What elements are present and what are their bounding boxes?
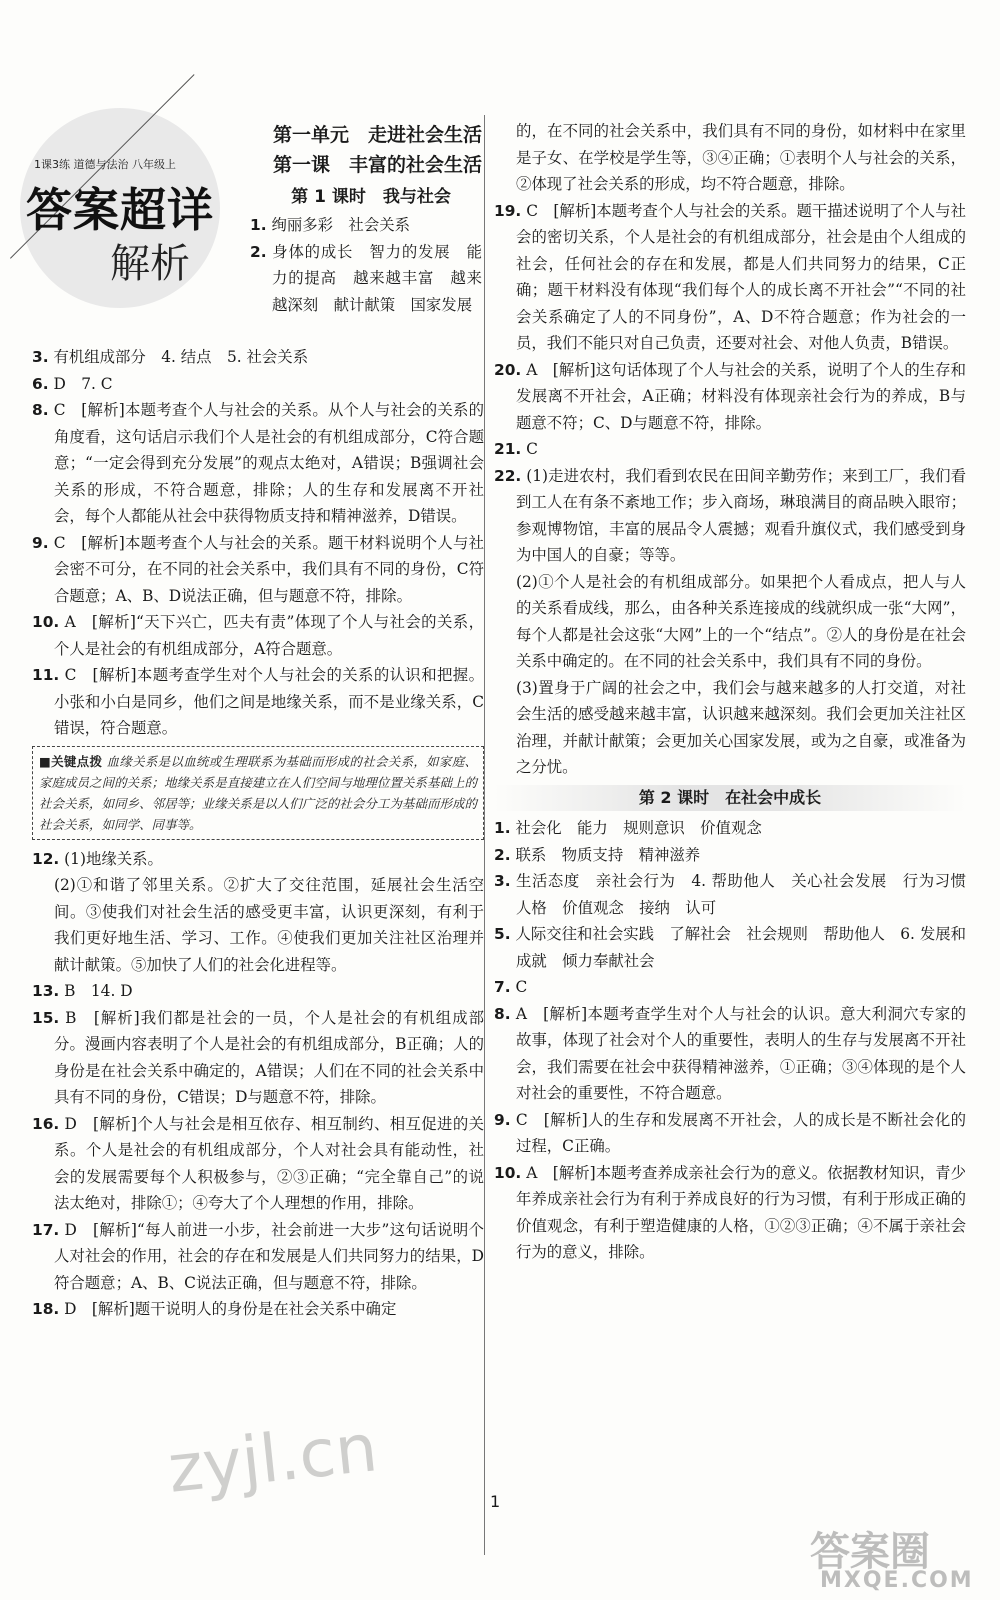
- watermark-left: zyjl.cn: [164, 1409, 381, 1508]
- page-number: 1: [490, 1492, 501, 1511]
- left-top-answers: [250, 212, 482, 318]
- answer-item: 5. 人际交往和社会实践 了解社会 社会规则 帮助他人 6. 发展和成就 倾力奉献社会: [494, 925, 966, 970]
- answer-item: 15. B [解析]我们都是社会的一员，个人是社会的有机组成部分。漫画内容表明了个人是社会的有机组成部分，B正确；人的身份是在社会关系中确定的，A错误；人们在不同的社会关系中具有不同的身份，C错误；D与题意不符，排除。: [32, 1008, 484, 1106]
- answer-item: 10. A [解析]“天下兴亡，匹夫有责”体现了个人与社会的关系，个人是社会的有机组成部分，A符合题意。: [32, 613, 484, 658]
- answer-item: 6. D 7. C: [32, 374, 113, 393]
- key-tip-box: [32, 746, 484, 840]
- answer-item: 2. 身体的成长 智力的发展 能力的提高 越来越丰富 越来越深刻 献计献策 国家发展: [250, 242, 482, 314]
- answer-item: 16. D [解析]个人与社会是相互依存、相互制约、相互促进的关系。个人是社会的有机组成部分，个人对社会具有能动性，社会的发展需要每个人积极参与，②③正确；“完全靠自己”的说法太绝对，排除①；④夸大了个人理想的作用，排除。: [32, 1114, 484, 1212]
- answer-item: 10. A [解析]本题考查养成亲社会行为的意义。依据教材知识，青少年养成亲社会行为有利于养成良好的行为习惯，有利于形成正确的价值观念，有利于塑造健康的人格，①②③正确；④不属于亲社会行为的意义，排除。: [494, 1163, 966, 1261]
- right-column: [494, 118, 982, 1266]
- logo-subtitle: 1课3练 道德与法治 八年级上: [34, 158, 176, 171]
- key-tip-text: 血缘关系是以血统或生理联系为基础而形成的社会关系，如家庭、家庭成员之间的关系；地缘关系是直接建立在人们空间与地理位置关系基础上的社会关系，如同乡、邻居等；业缘关系是以人们广泛的社会分工为基础而形成的社会关系，如同学、同事等。: [39, 753, 477, 832]
- lesson-title: 第一课 丰富的社会生活: [272, 154, 482, 176]
- column-divider: [484, 115, 485, 1555]
- answer-item: 9. C [解析]人的生存和发展离不开社会，人的成长是不断社会化的过程，C正确。: [494, 1110, 966, 1155]
- logo-sub-text: 解析: [110, 241, 190, 287]
- answer-item: (2)①和谐了邻里关系。②扩大了交往范围，延展社会生活空间。③使我们对社会生活的感受更丰富，认识更深刻，有利于我们更好地生活、学习、工作。④使我们更加关注社区治理并献计献策。⑤加快了人们的社会化进程等。: [54, 876, 484, 974]
- answer-item: 2. 联系 物质支持 精神滋养: [494, 845, 701, 864]
- unit-title: 第一单元 走进社会生活: [272, 124, 482, 146]
- answer-item: 21. C: [494, 440, 538, 458]
- answer-item: 3. 有机组成部分 4. 结点 5. 社会关系: [32, 348, 309, 366]
- logo-main-text: 答案超详: [26, 183, 214, 237]
- answer-item: 9. C [解析]本题考查个人与社会的关系。题干材料说明个人与社会密不可分，在不同的社会关系中，我们具有不同的身份，C符合题意；A、B、D说法正确，但与题意不符，排除。: [32, 533, 484, 605]
- answer-item: 的，在不同的社会关系中，我们具有不同的身份，如材料中在家里是子女、在学校是学生等，③④正确；①表明个人与社会的关系，②体现了社会关系的形成，均不符合题意，排除。: [516, 122, 966, 193]
- period-2-title: 第 2 课时 在社会中成长: [494, 785, 966, 812]
- answer-item: 1. 社会化 能力 规则意识 价值观念: [494, 819, 762, 837]
- answer-item: 3. 生活态度 亲社会行为 4. 帮助他人 关心社会发展 行为习惯 人格 价值观念 接纳 认可: [494, 872, 982, 917]
- answer-item: (2)①个人是社会的有机组成部分。如果把个人看成点，把人与人的关系看成线，那么，由各种关系连接成的线就织成一张“大网”，每个人都是社会这张“大网”上的一个“结点”。②人的身份是在社会关系中确定的。在不同的社会关系中，我们具有不同的身份。: [516, 572, 966, 670]
- answer-item: 18. D [解析]题干说明人的身份是在社会关系中确定: [32, 1300, 397, 1318]
- answer-item: 19. C [解析]本题考查个人与社会的关系。题干描述说明了个人与社会的密切关系，个人是社会的有机组成部分，社会是由个人组成的社会，任何社会的存在和发展，都是人们共同努力的结果，C正确；题干材料没有体现“我们每个人的成长离不开社会”“不同的社会关系确定了人的不同身份”，A、D不符合题意；作为社会的一员，我们不能只对自己负责，还要对社会、对他人负责，B错误。: [494, 201, 966, 352]
- answer-item: 11. C [解析]本题考查学生对个人与社会的关系的认识和把握。小张和小白是同乡，他们之间是地缘关系，而不是业缘关系，C错误，符合题意。: [32, 666, 484, 737]
- book-logo: [20, 108, 230, 318]
- left-column: [32, 344, 484, 1323]
- key-tip-title: ■关键点拨: [39, 753, 103, 769]
- answer-item: 7. C: [494, 978, 528, 996]
- answer-item: 20. A [解析]这句话体现了个人与社会的关系，说明了个人的生存和发展离不开社会，A正确；材料没有体现亲社会行为的养成，B与题意不符；C、D与题意不符，排除。: [494, 360, 966, 432]
- period-1-title: 第 1 课时 我与社会: [291, 187, 451, 207]
- answer-item: (3)置身于广阔的社会之中，我们会与越来越多的人打交道，对社会生活的感受越来越丰富，认识越来越深刻。我们会更加关注社区治理，并献计献策；会更加关心国家发展，或为之自豪，或准备为之分忧。: [516, 678, 966, 776]
- answer-item: 8. A [解析]本题考查学生对个人与社会的认识。意大利洞穴专家的故事，体现了社会对个人的重要性，表明人的生存与发展离不开社会，我们需要在社会中获得精神滋养，①正确；③④体现的是个人对社会的重要性，不符合题意。: [494, 1004, 966, 1102]
- answer-item: 12. (1)地缘关系。: [32, 849, 163, 868]
- answer-item: 22. (1)走进农村，我们看到农民在田间辛勤劳作；来到工厂，我们看到工人在有条不紊地工作；步入商场，琳琅满目的商品映入眼帘；参观博物馆，丰富的展品令人震撼；观看升旗仪式，我们感受到身为中国人的自豪；等等。: [494, 466, 966, 564]
- watermark-right-logo: 答案圈: [810, 1529, 930, 1575]
- answer-item: 13. B 14. D: [32, 982, 133, 1000]
- answer-item: 17. D [解析]“每人前进一小步，社会前进一大步”这句话说明个人对社会的作用，社会的存在和发展是人们共同努力的结果，D符合题意；A、B、C说法正确，但与题意不符，排除。: [32, 1220, 484, 1292]
- watermark-right-url: MXQE.COM: [820, 1568, 974, 1593]
- answer-item: 8. C [解析]本题考查个人与社会的关系。从个人与社会的关系的角度看，这句话启示我们个人是社会的有机组成部分，C符合题意；“一定会得到充分发展”的观点太绝对，A错误；B强调社会关系的形成，不符合题意，排除；人的生存和发展离不开社会，每个人都能从社会中获得物质支持和精神滋养，D错误。: [32, 401, 484, 525]
- answer-item: 1. 绚丽多彩 社会关系: [250, 216, 410, 234]
